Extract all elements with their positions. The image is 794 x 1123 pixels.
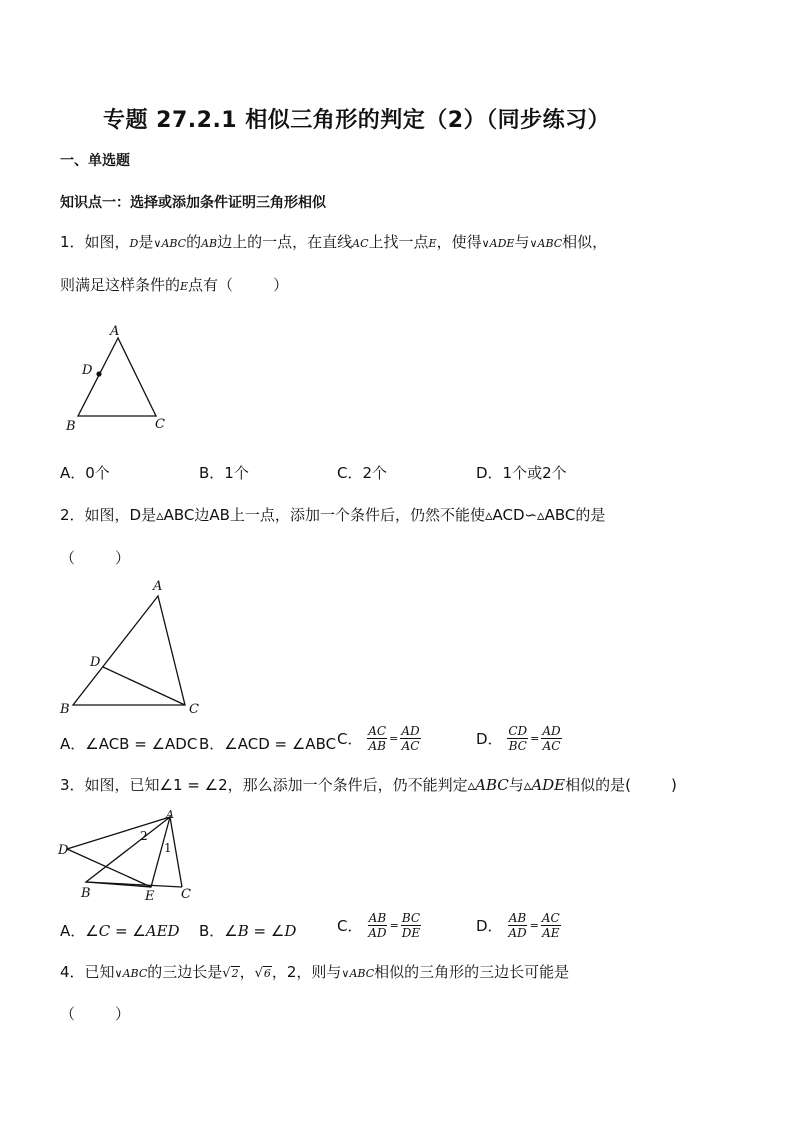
- label-d: D: [90, 655, 101, 670]
- label-c: C: [155, 417, 165, 432]
- page-title: 专题 27.2.1 相似三角形的判定（2）（同步练习）: [103, 108, 611, 133]
- q3-option-d[interactable]: D． $\frac{AB}{AD}$ = $\frac{AC}{AE}$: [476, 911, 560, 940]
- q1-option-d[interactable]: D．1个或2个: [476, 464, 567, 482]
- triangle-abc: [73, 596, 185, 705]
- label-angle-1: 1: [164, 841, 172, 855]
- label-b: B: [66, 419, 76, 434]
- fraction: $\frac{CD}{BC}$: [508, 724, 528, 753]
- q3-option-b[interactable]: B．∠B = ∠D: [199, 922, 297, 940]
- label-d: D: [82, 363, 93, 378]
- label-b: B: [81, 886, 91, 901]
- q1-figure: [60, 318, 180, 438]
- segment-de: [67, 849, 151, 887]
- q4-line2: （ ）: [60, 1005, 131, 1023]
- fraction: $\frac{AC}{AE}$: [541, 911, 560, 940]
- knowledge-point-heading: 知识点一：选择或添加条件证明三角形相似: [60, 195, 326, 211]
- q4-line1: 4．已知∨ABC的三边长是√2，√6，2，则与∨ABC相似的三角形的三边长可能是: [60, 963, 570, 981]
- q1-option-c[interactable]: C．2个: [337, 464, 388, 482]
- label-c: C: [189, 702, 199, 717]
- segment-dc: [103, 667, 185, 705]
- label-a: A: [166, 808, 174, 821]
- q1-line1: 1．如图，D是∨ABC的AB边上的一点，在直线AC上找一点E，使得∨ADE与∨ABC相似，: [60, 233, 608, 251]
- fraction: $\frac{AC}{AB}$: [368, 724, 387, 753]
- segment-da: [67, 817, 170, 849]
- label-a: A: [153, 579, 163, 594]
- fraction: $\frac{AB}{AD}$: [368, 911, 387, 940]
- q1-option-a[interactable]: A．0个: [60, 464, 110, 482]
- q2-line1: 2．如图，D是▵ABC边AB上一点，添加一个条件后，仍然不能使▵ACD∽▵ABC的是: [60, 506, 606, 524]
- label-angle-2: 2: [140, 829, 148, 843]
- segment-ac: [170, 817, 182, 887]
- q2-option-a[interactable]: A．∠ACB = ∠ADC: [60, 735, 198, 753]
- label-e: E: [145, 889, 155, 904]
- q2-option-b[interactable]: B．∠ACD = ∠ABC: [199, 735, 337, 753]
- label-d: D: [58, 843, 69, 858]
- label-a: A: [110, 324, 120, 339]
- q3-figure: [55, 805, 205, 905]
- q3-option-a[interactable]: A．∠C = ∠AED: [60, 922, 180, 940]
- q2-option-c[interactable]: C． $\frac{AC}{AB}$ = $\frac{AD}{AC}$: [337, 724, 420, 753]
- sqrt-expression: √2: [222, 966, 239, 981]
- label-b: B: [60, 702, 70, 717]
- q2-option-d[interactable]: D． $\frac{CD}{BC}$ = $\frac{AD}{AC}$: [476, 724, 561, 753]
- section-heading: 一、单选题: [60, 153, 130, 169]
- fraction: $\frac{BC}{DE}$: [401, 911, 421, 940]
- q3-line1: 3．如图，已知∠1 = ∠2，那么添加一个条件后，仍不能判定▵ABC与▵ADE相似的是( ): [60, 776, 677, 794]
- point-d: [96, 371, 101, 376]
- q2-line2: （ ）: [60, 549, 131, 567]
- q1-option-b[interactable]: B．1个: [199, 464, 249, 482]
- q1-line2: 则满足这样条件的E点有（ ）: [60, 276, 289, 294]
- fraction: $\frac{AB}{AD}$: [508, 911, 527, 940]
- q2-figure: [55, 575, 215, 725]
- q3-option-c[interactable]: C． $\frac{AB}{AD}$ = $\frac{BC}{DE}$: [337, 911, 421, 940]
- sqrt-expression: √6: [254, 966, 271, 981]
- fraction: $\frac{AD}{AC}$: [401, 724, 420, 753]
- label-c: C: [181, 887, 191, 902]
- fraction: $\frac{AD}{AC}$: [542, 724, 561, 753]
